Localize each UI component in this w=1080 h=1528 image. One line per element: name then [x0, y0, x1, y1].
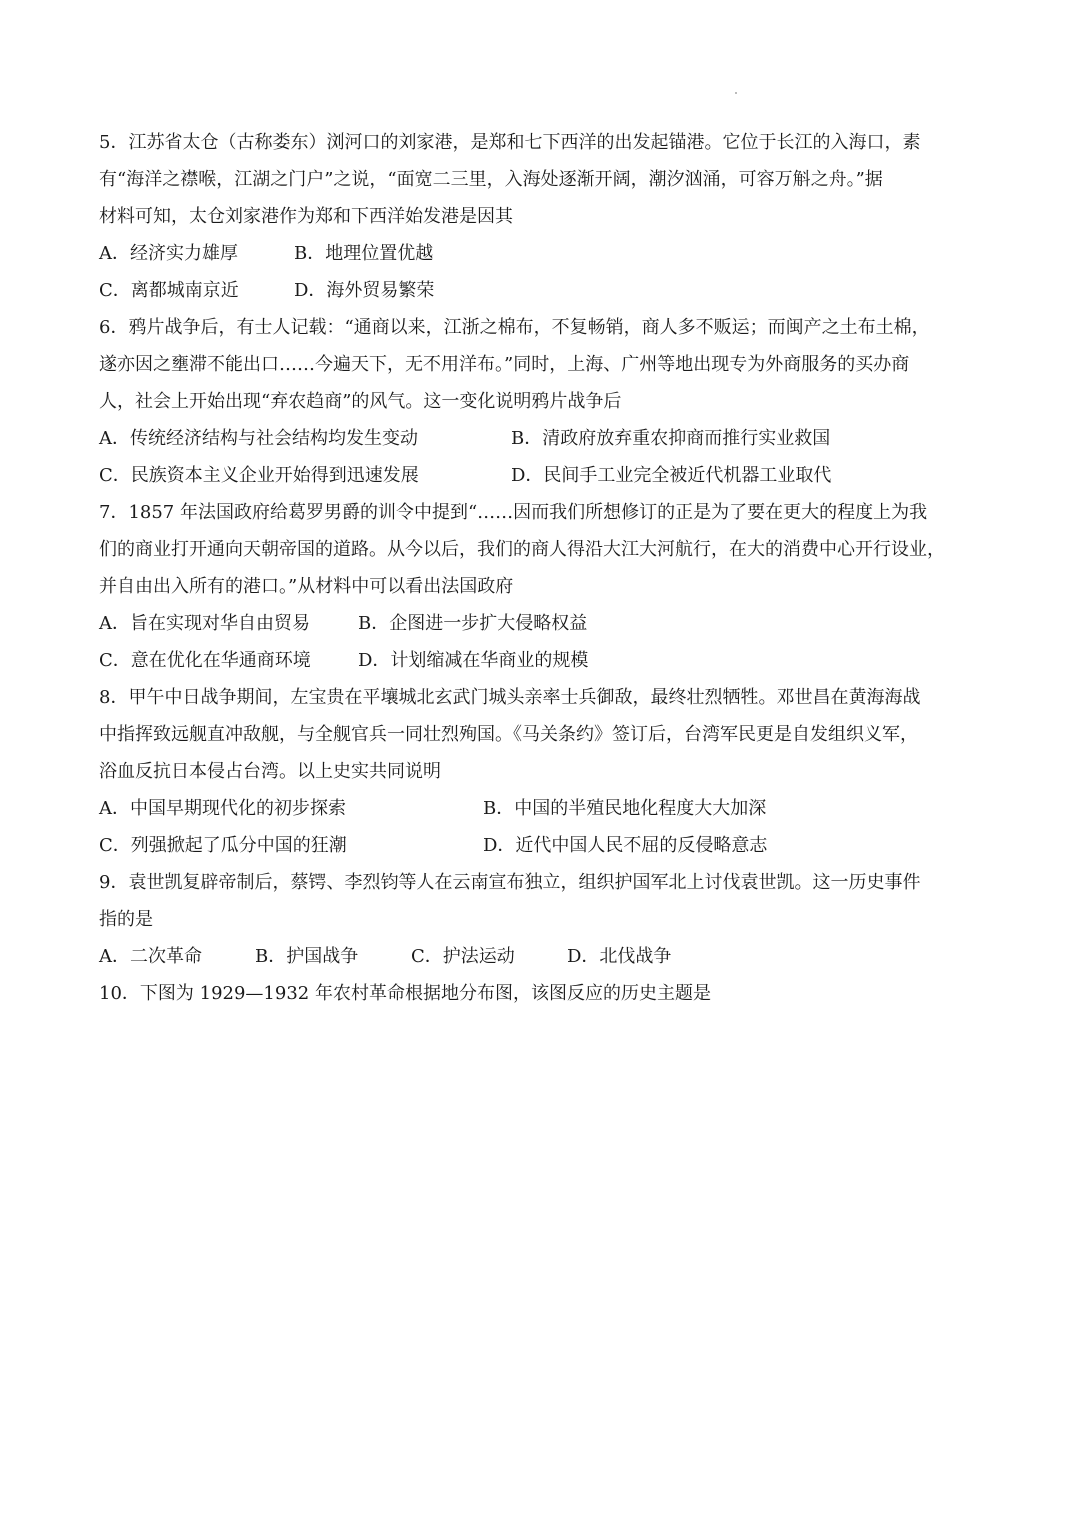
question-list	[99, 124, 989, 1012]
option-b[interactable]: B．清政府放弃重农抑商而推行实业救国	[511, 428, 831, 449]
question-5-options-row	[99, 235, 989, 272]
question-7-stem-line: 们的商业打开通向天朝帝国的道路。从今以后，我们的商人得沿大江大河航行，在大的消费中心开行设业，	[99, 539, 945, 560]
question-8-options-row	[99, 827, 989, 864]
option-a[interactable]: A．二次革命	[99, 946, 202, 967]
question-8	[99, 679, 989, 864]
option-c[interactable]: C．离都城南京近	[99, 280, 239, 301]
option-d[interactable]: D．近代中国人民不屈的反侵略意志	[483, 835, 768, 856]
question-8-options-row	[99, 790, 989, 827]
question-10-stem-line: 10．下图为 1929—1932 年农村革命根据地分布图，该图反应的历史主题是	[99, 983, 711, 1004]
question-5-stem-line: 材料可知，太仓刘家港作为郑和下西洋始发港是因其	[99, 206, 513, 227]
option-c[interactable]: C．意在优化在华通商环境	[99, 650, 311, 671]
question-7-stem-line: 并自由出入所有的港口。”从材料中可以看出法国政府	[99, 576, 514, 597]
question-9-stem-line: 指的是	[99, 909, 153, 930]
option-b[interactable]: B．企图进一步扩大侵略权益	[358, 613, 588, 634]
question-7	[99, 494, 989, 679]
option-b[interactable]: B．地理位置优越	[294, 243, 434, 264]
question-6-stem-line: 遂亦因之壅滞不能出口……今遍天下，无不用洋布。”同时，上海、广州等地出现专为外商服务的买办商	[99, 354, 910, 375]
option-d[interactable]: D．计划缩减在华商业的规模	[358, 650, 589, 671]
question-8-stem-line: 8．甲午中日战争期间，左宝贵在平壤城北玄武门城头亲率士兵御敌，最终壮烈牺牲。邓世昌在黄海海战	[99, 687, 921, 708]
option-a[interactable]: A．经济实力雄厚	[99, 243, 238, 264]
question-7-options-row	[99, 642, 989, 679]
question-9	[99, 864, 989, 975]
question-5	[99, 124, 989, 309]
question-7-options-row	[99, 605, 989, 642]
question-10	[99, 975, 989, 1012]
option-a[interactable]: A．中国早期现代化的初步探索	[99, 798, 346, 819]
question-5-stem-line: 5．江苏省太仓（古称娄东）浏河口的刘家港，是郑和七下西洋的出发起锚港。它位于长江的入海口，素	[99, 132, 921, 153]
option-d[interactable]: D．北伐战争	[567, 946, 672, 967]
question-6-stem-line: 6．鸦片战争后，有士人记载：“通商以来，江浙之棉布，不复畅销，商人多不贩运；而闽产之土布土棉，	[99, 317, 930, 338]
option-a[interactable]: A．传统经济结构与社会结构均发生变动	[99, 428, 418, 449]
question-9-options-row	[99, 938, 989, 975]
question-6	[99, 309, 989, 494]
question-8-stem-line: 中指挥致远舰直冲敌舰，与全舰官兵一同壮烈殉国。《马关条约》签订后，台湾军民更是自发组织义军，	[99, 724, 918, 745]
option-b[interactable]: B．护国战争	[255, 946, 359, 967]
question-9-stem-line: 9．袁世凯复辟帝制后，蔡锷、李烈钧等人在云南宣布独立，组织护国军北上讨伐袁世凯。这一历史事件	[99, 872, 921, 893]
option-d[interactable]: D．海外贸易繁荣	[294, 280, 435, 301]
option-a[interactable]: A．旨在实现对华自由贸易	[99, 613, 310, 634]
question-5-options-row	[99, 272, 989, 309]
question-6-options-row	[99, 420, 989, 457]
scan-speck	[735, 92, 737, 94]
option-b[interactable]: B．中国的半殖民地化程度大大加深	[483, 798, 767, 819]
question-6-stem-line: 人，社会上开始出现“弃农趋商”的风气。这一变化说明鸦片战争后	[99, 391, 622, 412]
question-8-stem-line: 浴血反抗日本侵占台湾。以上史实共同说明	[99, 761, 441, 782]
option-d[interactable]: D．民间手工业完全被近代机器工业取代	[511, 465, 832, 486]
question-6-options-row	[99, 457, 989, 494]
question-7-stem-line: 7．1857 年法国政府给葛罗男爵的训令中提到“……因而我们所想修订的正是为了要在更大的程度上为我	[99, 502, 928, 523]
question-5-stem-line: 有“海洋之襟喉，江湖之门户”之说，“面宽二三里，入海处逐渐开阔，潮汐汹涌，可容万斛之舟。”据	[99, 169, 883, 190]
option-c[interactable]: C．护法运动	[411, 946, 515, 967]
option-c[interactable]: C．民族资本主义企业开始得到迅速发展	[99, 465, 419, 486]
option-c[interactable]: C．列强掀起了瓜分中国的狂潮	[99, 835, 347, 856]
